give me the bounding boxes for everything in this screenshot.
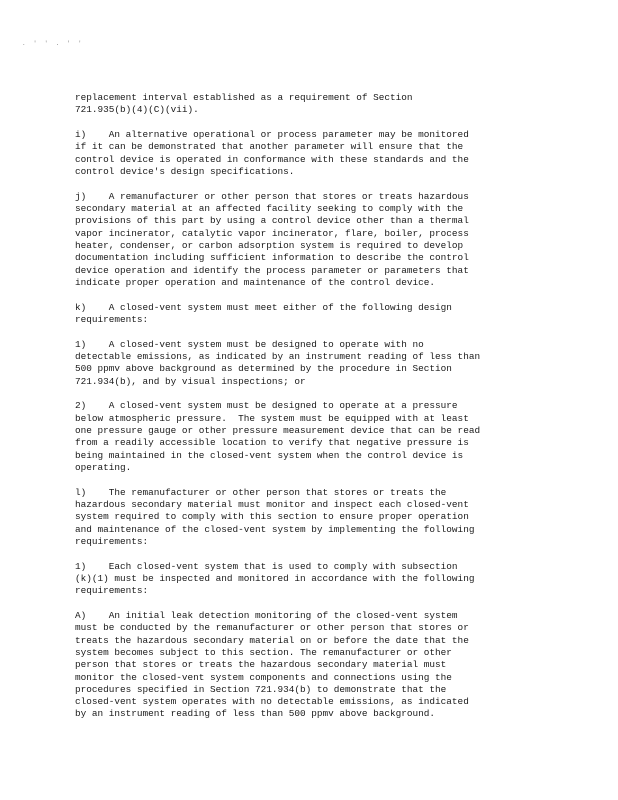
text-line: one pressure gauge or other pressure measurement device that can be read [75, 425, 481, 437]
text-line: monitor the closed-vent system components and connections using the [75, 671, 452, 683]
paragraph-para-j [75, 191, 555, 289]
text-line: control device is operated in conformance with these standards and the [75, 153, 469, 165]
text-line: k) A closed-vent system must meet either of the following design [75, 301, 452, 313]
text-line: secondary material at an affected facility seeking to comply with the [75, 203, 464, 215]
text-line: vapor incinerator, catalytic vapor incinerator, flare, boiler, process [75, 227, 469, 239]
text-line: treats the hazardous secondary material on or before the date that the [75, 634, 469, 646]
text-line: must be conducted by the remanufacturer or other person that stores or [75, 622, 469, 634]
paragraph-para-i [75, 129, 555, 178]
text-line: 721.935(b)(4)(C)(vii). [75, 104, 199, 116]
text-line: closed-vent system operates with no detectable emissions, as indicated [75, 696, 469, 708]
text-line: 1) A closed-vent system must be designed to operate with no [75, 338, 424, 350]
text-line: documentation including sufficient information to describe the control [75, 252, 469, 264]
text-line: requirements: [75, 313, 149, 325]
text-line: provisions of this part by using a control device other than a thermal [75, 215, 469, 227]
text-line: j) A remanufacturer or other person that stores or treats hazardous [75, 190, 469, 202]
text-line: i) An alternative operational or process parameter may be monitored [75, 129, 469, 141]
text-line: 500 ppmv above background as determined by the procedure in Section [75, 363, 452, 375]
text-line: A) An initial leak detection monitoring of the closed-vent system [75, 610, 458, 622]
text-line: 1) Each closed-vent system that is used to comply with subsection [75, 560, 458, 572]
text-line: person that stores or treats the hazardous secondary material must [75, 659, 447, 671]
text-line: by an instrument reading of less than 500 ppmv above background. [75, 708, 436, 720]
text-line: operating. [75, 461, 132, 473]
text-line: indicate proper operation and maintenance of the control device. [75, 276, 436, 288]
paragraph-para-l1a [75, 610, 555, 721]
paragraph-para-k1 [75, 339, 555, 388]
text-line: hazardous secondary material must monitor and inspect each closed-vent [75, 499, 469, 511]
document-body [75, 92, 555, 733]
text-line: from a readily accessible location to verify that negative pressure is [75, 437, 469, 449]
text-line: 721.934(b), and by visual inspections; or [75, 375, 306, 387]
paragraph-para-k [75, 302, 555, 327]
text-line: l) The remanufacturer or other person that stores or treats the [75, 486, 447, 498]
paragraph-para-k2 [75, 400, 555, 474]
text-line: requirements: [75, 535, 149, 547]
paragraph-para-l1 [75, 561, 555, 598]
text-line: heater, condenser, or carbon adsorption system is required to develop [75, 239, 464, 251]
text-line: replacement interval established as a requirement of Section [75, 92, 413, 103]
text-line: (k)(1) must be inspected and monitored in accordance with the following [75, 573, 475, 584]
text-line: and maintenance of the closed-vent system by implementing the following [75, 523, 475, 535]
text-line: if it can be demonstrated that another parameter will ensure that the [75, 141, 464, 153]
text-line: procedures specified in Section 721.934(b) to demonstrate that the [75, 683, 447, 695]
paragraph-intro-continuation [75, 92, 555, 117]
paragraph-para-l [75, 487, 555, 548]
text-line: being maintained in the closed-vent system when the control device is [75, 449, 464, 461]
text-line: system required to comply with this section to ensure proper operation [75, 511, 469, 523]
text-line: requirements: [75, 585, 149, 597]
text-line: system becomes subject to this section. The remanufacturer or other [75, 646, 452, 658]
text-line: device operation and identify the process parameter or parameters that [75, 264, 469, 276]
text-line: below atmospheric pressure. The system must be equipped with at least [75, 412, 469, 424]
scan-artifact-mark: . ' ' . ' ' [22, 40, 84, 47]
text-line: 2) A closed-vent system must be designed to operate at a pressure [75, 400, 458, 412]
text-line: detectable emissions, as indicated by an instrument reading of less than [75, 351, 481, 363]
text-line: control device's design specifications. [75, 165, 295, 177]
